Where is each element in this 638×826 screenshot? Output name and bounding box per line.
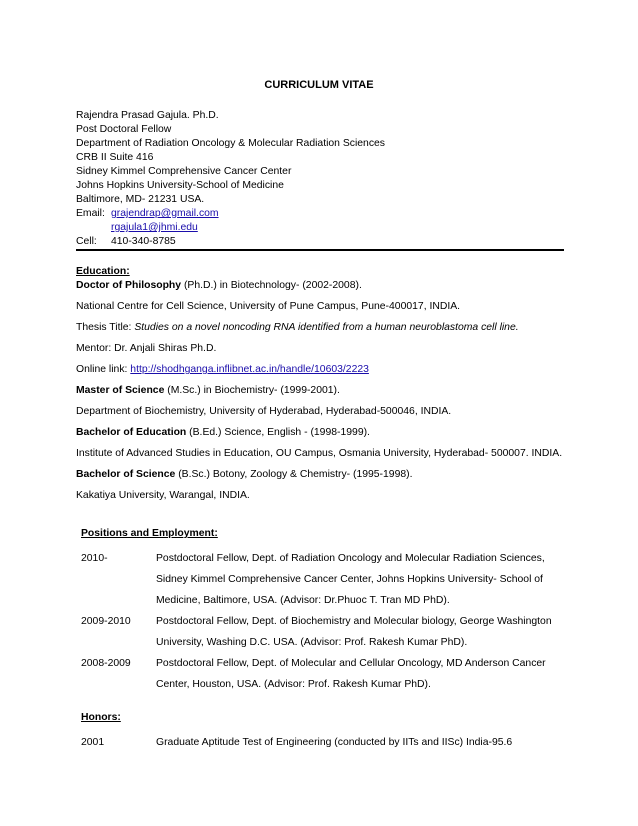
position-entry xyxy=(81,548,571,611)
thesis-title: Studies on a novel noncoding RNA identified from a human neuroblastoma cell line. xyxy=(134,322,519,333)
online-label: Online link: xyxy=(76,364,131,375)
position-line: Postdoctoral Fellow, Dept. of Biochemistry and Molecular biology, George Washington xyxy=(156,616,552,627)
bed-institution: Institute of Advanced Studies in Education, OU Campus, Osmania University, Hyderabad- 500007. INDIA. xyxy=(76,448,563,459)
phd-detail: (Ph.D.) in Biotechnology- (2002-2008). xyxy=(181,280,362,291)
cell-label: Cell: xyxy=(76,236,97,247)
position-line: Medicine, Baltimore, USA. (Advisor: Dr.Phuoc T. Tran MD PhD). xyxy=(156,595,450,606)
email-link-secondary[interactable]: rgajula1@jhmi.edu xyxy=(111,222,198,233)
position-line: Postdoctoral Fellow, Dept. of Radiation Oncology and Molecular Radiation Sciences, xyxy=(156,553,545,564)
online-link-line xyxy=(76,363,566,377)
bsc-degree xyxy=(76,468,566,482)
positions-section xyxy=(81,527,571,695)
position-entry xyxy=(81,611,571,653)
cell-row xyxy=(76,235,564,249)
education-heading: Education: xyxy=(76,266,130,277)
position-year: 2009-2010 xyxy=(81,616,131,627)
name-line: Rajendra Prasad Gajula. Ph.D. xyxy=(76,110,219,121)
header-divider xyxy=(76,249,564,251)
bed-degree xyxy=(76,426,566,440)
email-label-spacer xyxy=(76,221,111,235)
bed-title: Bachelor of Education xyxy=(76,427,187,438)
phd-degree xyxy=(76,279,566,293)
suite-line: CRB II Suite 416 xyxy=(76,152,154,163)
thesis-title-line xyxy=(76,321,566,335)
city-line: Baltimore, MD- 21231 USA. xyxy=(76,194,205,205)
education-section xyxy=(76,265,566,510)
email-link-primary[interactable]: grajendrap@gmail.com xyxy=(111,208,219,219)
honor-line: Graduate Aptitude Test of Engineering (conducted by IITs and IISc) India-95.6 xyxy=(156,737,513,748)
msc-title: Master of Science xyxy=(76,385,165,396)
document-title: CURRICULUM VITAE xyxy=(264,79,374,91)
msc-detail: (M.Sc.) in Biochemistry- (1999-2001). xyxy=(164,385,340,396)
mentor-line: Mentor: Dr. Anjali Shiras Ph.D. xyxy=(76,343,217,354)
email-row xyxy=(76,207,564,221)
position-entry xyxy=(81,653,571,695)
department-line: Department of Radiation Oncology & Molecular Radiation Sciences xyxy=(76,138,385,149)
honor-year: 2001 xyxy=(81,737,105,748)
position-line: Center, Houston, USA. (Advisor: Prof. Rakesh Kumar PhD). xyxy=(156,679,431,690)
position-line: Post Doctoral Fellow xyxy=(76,124,172,135)
honor-entry xyxy=(81,732,571,753)
bsc-title: Bachelor of Science xyxy=(76,469,176,480)
honors-section xyxy=(81,711,571,753)
thesis-online-link[interactable]: http://shodhganga.inflibnet.ac.in/handle/10603/2223 xyxy=(130,364,369,375)
email-label: Email: xyxy=(76,208,105,219)
bsc-institution: Kakatiya University, Warangal, INDIA. xyxy=(76,490,250,501)
cell-number: 410-340-8785 xyxy=(111,236,176,247)
honor-description xyxy=(156,732,566,753)
position-line: Sidney Kimmel Comprehensive Cancer Center, Johns Hopkins University- School of xyxy=(156,574,543,585)
university-line: Johns Hopkins University-School of Medicine xyxy=(76,180,284,191)
center-line: Sidney Kimmel Comprehensive Cancer Center xyxy=(76,166,292,177)
msc-degree xyxy=(76,384,566,398)
bsc-detail: (B.Sc.) Botony, Zoology & Chemistry- (1995-1998). xyxy=(175,469,413,480)
thesis-label: Thesis Title: xyxy=(76,322,135,333)
honors-heading: Honors: xyxy=(81,712,121,723)
position-description xyxy=(156,611,566,653)
position-line: Postdoctoral Fellow, Dept. of Molecular and Cellular Oncology, MD Anderson Cancer xyxy=(156,658,546,669)
position-year: 2010- xyxy=(81,553,108,564)
position-description xyxy=(156,653,566,695)
msc-institution: Department of Biochemistry, University of Hyderabad, Hyderabad-500046, INDIA. xyxy=(76,406,452,417)
position-description xyxy=(156,548,566,611)
contact-header xyxy=(76,109,564,249)
bed-detail: (B.Ed.) Science, English - (1998-1999). xyxy=(186,427,370,438)
position-line: University, Washing D.C. USA. (Advisor: Prof. Rakesh Kumar PhD). xyxy=(156,637,468,648)
email-row-secondary xyxy=(76,221,564,235)
positions-heading: Positions and Employment: xyxy=(81,528,218,539)
phd-institution: National Centre for Cell Science, University of Pune Campus, Pune-400017, INDIA. xyxy=(76,301,461,312)
phd-title: Doctor of Philosophy xyxy=(76,280,182,291)
position-year: 2008-2009 xyxy=(81,658,131,669)
